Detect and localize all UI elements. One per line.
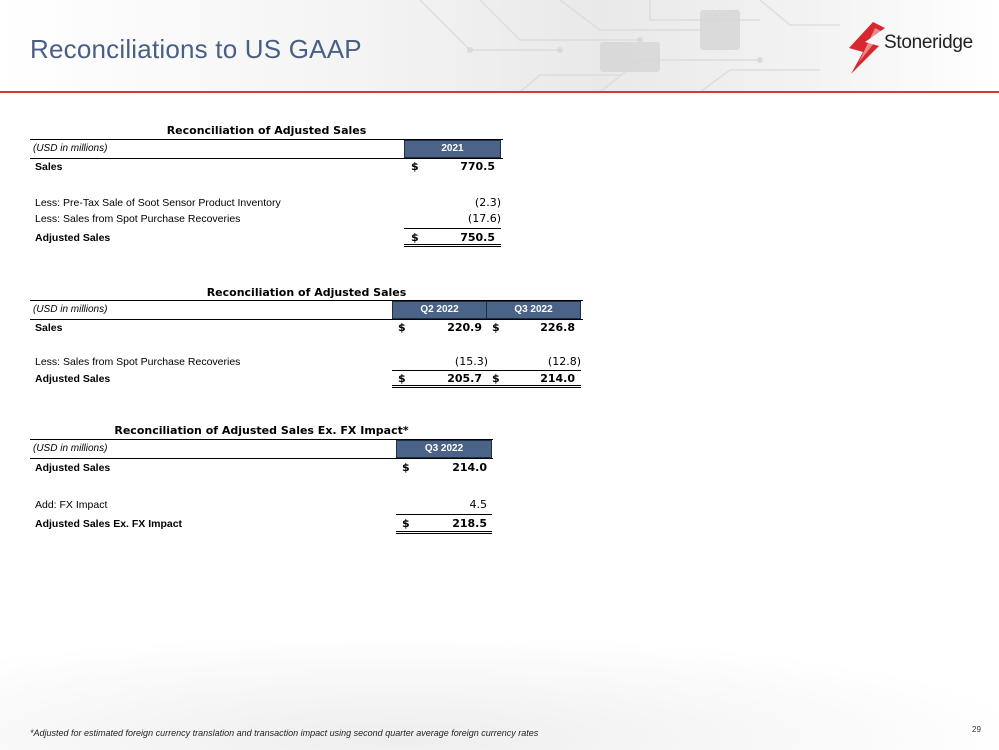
divider	[30, 319, 583, 320]
table-title: Reconciliation of Adjusted Sales Ex. FX Impact*	[114, 424, 409, 437]
row-label: Sales	[35, 322, 63, 334]
row-value: 226.8	[540, 321, 575, 334]
row-value: 750.5	[460, 231, 495, 244]
total-double-rule	[392, 385, 581, 388]
row-value: 205.7	[447, 372, 482, 385]
row-label: Adjusted Sales	[35, 462, 111, 474]
row-value: (17.6)	[467, 212, 501, 225]
subtotal-rule	[404, 228, 501, 229]
row-label: Add: FX Impact	[35, 499, 108, 511]
subtotal-rule	[392, 370, 581, 371]
dollar-sign: $	[492, 321, 500, 334]
dollar-sign: $	[411, 231, 419, 244]
row-value: 214.0	[540, 372, 575, 385]
total-double-rule	[396, 531, 492, 534]
column-header: 2021	[404, 140, 501, 158]
row-value: (12.8)	[547, 355, 581, 368]
column-header: Q2 2022	[392, 301, 487, 319]
divider	[30, 158, 503, 159]
row-value: 770.5	[460, 160, 495, 173]
units-label: (USD in millions)	[33, 304, 108, 315]
dollar-sign: $	[492, 372, 500, 385]
dollar-sign: $	[402, 461, 410, 474]
row-value: (2.3)	[474, 196, 501, 209]
row-value: 214.0	[452, 461, 487, 474]
table-title: Reconciliation of Adjusted Sales	[166, 124, 367, 137]
row-value: 218.5	[452, 517, 487, 530]
row-label: Less: Sales from Spot Purchase Recoveries	[35, 356, 241, 368]
row-label: Adjusted Sales	[35, 373, 111, 385]
header-accent-rule	[0, 91, 999, 93]
column-header: Q3 2022	[486, 301, 581, 319]
total-double-rule	[404, 244, 501, 247]
row-label: Less: Sales from Spot Purchase Recoveries	[35, 213, 241, 225]
page-number: 29	[972, 725, 981, 734]
subtotal-rule	[396, 514, 492, 515]
row-label: Less: Pre-Tax Sale of Soot Sensor Product Inventory	[35, 197, 281, 209]
column-header: Q3 2022	[396, 440, 492, 458]
units-label: (USD in millions)	[33, 143, 108, 154]
logo-wordmark: Stoneridge	[884, 32, 973, 53]
table-title: Reconciliation of Adjusted Sales	[206, 286, 407, 299]
row-value: 4.5	[469, 498, 487, 511]
row-label: Sales	[35, 161, 63, 173]
units-label: (USD in millions)	[33, 443, 108, 454]
footnote: *Adjusted for estimated foreign currency translation and transaction impact using second quarter average foreign currency rates	[30, 728, 539, 738]
dollar-sign: $	[402, 517, 410, 530]
row-label: Adjusted Sales	[35, 232, 111, 244]
row-value: (15.3)	[454, 355, 488, 368]
row-label: Adjusted Sales Ex. FX Impact	[35, 518, 183, 530]
divider	[30, 458, 493, 459]
row-value: 220.9	[447, 321, 482, 334]
dollar-sign: $	[398, 321, 406, 334]
dollar-sign: $	[411, 160, 419, 173]
dollar-sign: $	[398, 372, 406, 385]
slide-title: Reconciliations to US GAAP	[30, 34, 362, 64]
